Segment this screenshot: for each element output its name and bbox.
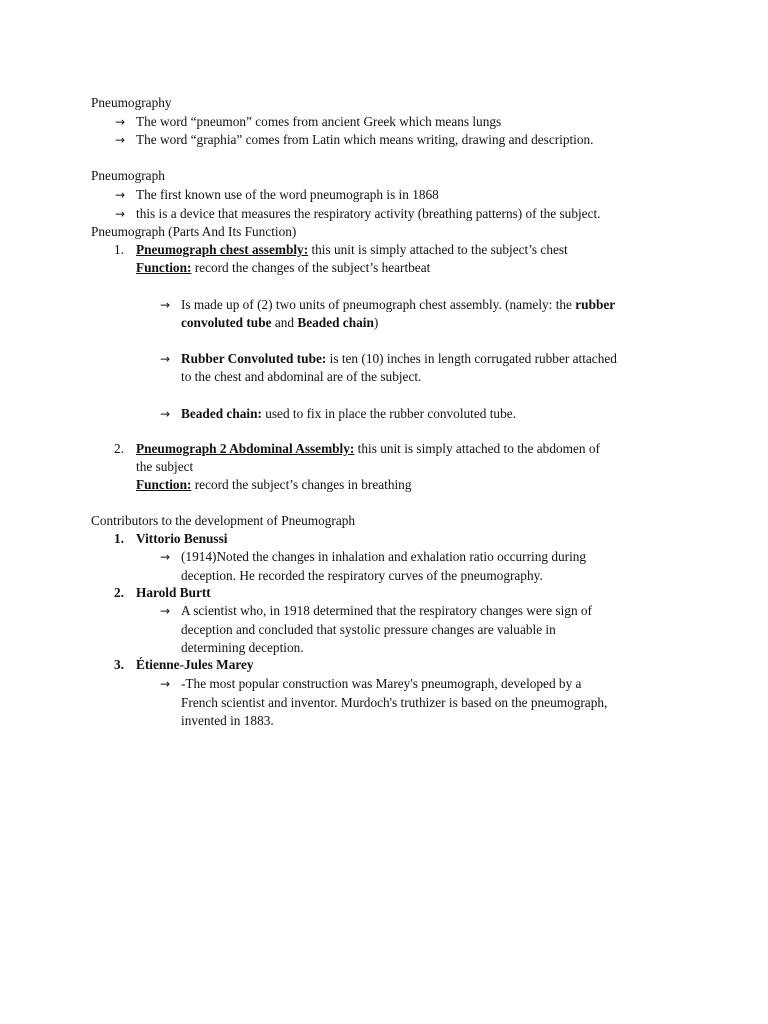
sub-bullet-text (181, 350, 617, 368)
contributor-name (136, 530, 227, 548)
list-number: 1. (114, 242, 124, 257)
function-label: Function: (136, 477, 192, 492)
list-item-chest-assembly (136, 241, 568, 259)
item-title: Pneumograph 2 Abdominal Assembly: (136, 441, 355, 456)
sub-bold: Beaded chain: (181, 406, 262, 421)
num-bold: 2. (114, 585, 124, 600)
section-heading-contributors: Contributors to the development of Pneumograph (91, 513, 356, 528)
name-bold: Harold Burtt (136, 585, 211, 600)
list-item-abdominal-assembly (136, 440, 600, 458)
list-number: 2. (114, 441, 124, 456)
item-title: Pneumograph chest assembly: (136, 242, 309, 257)
sub-text: is ten (10) inches in length corrugated rubber attached (326, 351, 617, 366)
contributor-text: invented in 1883. (181, 713, 274, 728)
contributor-text: deception and concluded that systolic pressure changes are valuable in (181, 622, 556, 637)
section-heading-pneumograph: Pneumograph (91, 168, 165, 183)
contributor-text: determining deception. (181, 640, 304, 655)
sub-bullet-text (181, 296, 615, 314)
arrow-icon: → (160, 352, 171, 366)
arrow-icon: → (160, 407, 171, 421)
item-text-cont: the subject (136, 459, 194, 474)
function-line (136, 259, 430, 277)
sub-bold: Beaded chain (297, 315, 374, 330)
arrow-icon: → (160, 550, 171, 564)
name-bold: Vittorio Benussi (136, 531, 228, 546)
list-number (114, 584, 124, 602)
num-bold: 1. (114, 531, 124, 546)
section-heading-parts: Pneumograph (Parts And Its Function) (91, 224, 297, 239)
sub-bullet-text: to the chest and abdominal are of the subject. (181, 369, 422, 384)
contributor-text: French scientist and inventor. Murdoch's truthizer is based on the pneumograph, (181, 695, 608, 710)
sub-bullet-text (181, 405, 516, 423)
arrow-icon: → (160, 604, 171, 618)
sub-text: Is made up of (2) two units of pneumograph chest assembly. (namely: the (181, 297, 576, 312)
contributor-text: (1914)Noted the changes in inhalation and exhalation ratio occurring during (181, 549, 587, 564)
function-line (136, 476, 411, 494)
bullet-text: this is a device that measures the respiratory activity (breathing patterns) of the subject. (136, 206, 601, 221)
section-heading-pneumography: Pneumography (91, 95, 172, 110)
sub-bold: Rubber Convoluted tube: (181, 351, 327, 366)
item-text: this unit is simply attached to the subject’s chest (308, 242, 568, 257)
function-text: record the changes of the subject’s heartbeat (191, 260, 431, 275)
arrow-icon: → (160, 677, 171, 691)
contributor-text: A scientist who, in 1918 determined that the respiratory changes were sign of (181, 603, 592, 618)
sub-text: used to fix in place the rubber convoluted tube. (261, 406, 516, 421)
function-label: Function: (136, 260, 192, 275)
contributor-text: deception. He recorded the respiratory curves of the pneumography. (181, 568, 543, 583)
contributor-text: -The most popular construction was Marey's pneumograph, developed by a (181, 676, 582, 691)
bullet-text: The word “graphia” comes from Latin which means writing, drawing and description. (136, 132, 594, 147)
bullet-text: The word “pneumon” comes from ancient Greek which means lungs (136, 114, 502, 129)
arrow-icon: → (115, 188, 126, 202)
arrow-icon: → (115, 207, 126, 221)
arrow-icon: → (115, 115, 126, 129)
contributor-name (136, 584, 211, 602)
sub-bullet-text (181, 314, 378, 332)
list-number (114, 530, 124, 548)
sub-bold: convoluted tube (181, 315, 272, 330)
list-number (114, 656, 124, 674)
arrow-icon: → (115, 133, 126, 147)
name-bold: Étienne-Jules Marey (136, 657, 254, 672)
sub-text: ) (373, 315, 379, 330)
item-text: this unit is simply attached to the abdomen of (354, 441, 600, 456)
sub-bold: rubber (575, 297, 616, 312)
bullet-text: The first known use of the word pneumograph is in 1868 (136, 187, 439, 202)
contributor-name (136, 656, 254, 674)
arrow-icon: → (160, 298, 171, 312)
function-text: record the subject’s changes in breathing (191, 477, 412, 492)
num-bold: 3. (114, 657, 124, 672)
sub-text: and (271, 315, 298, 330)
